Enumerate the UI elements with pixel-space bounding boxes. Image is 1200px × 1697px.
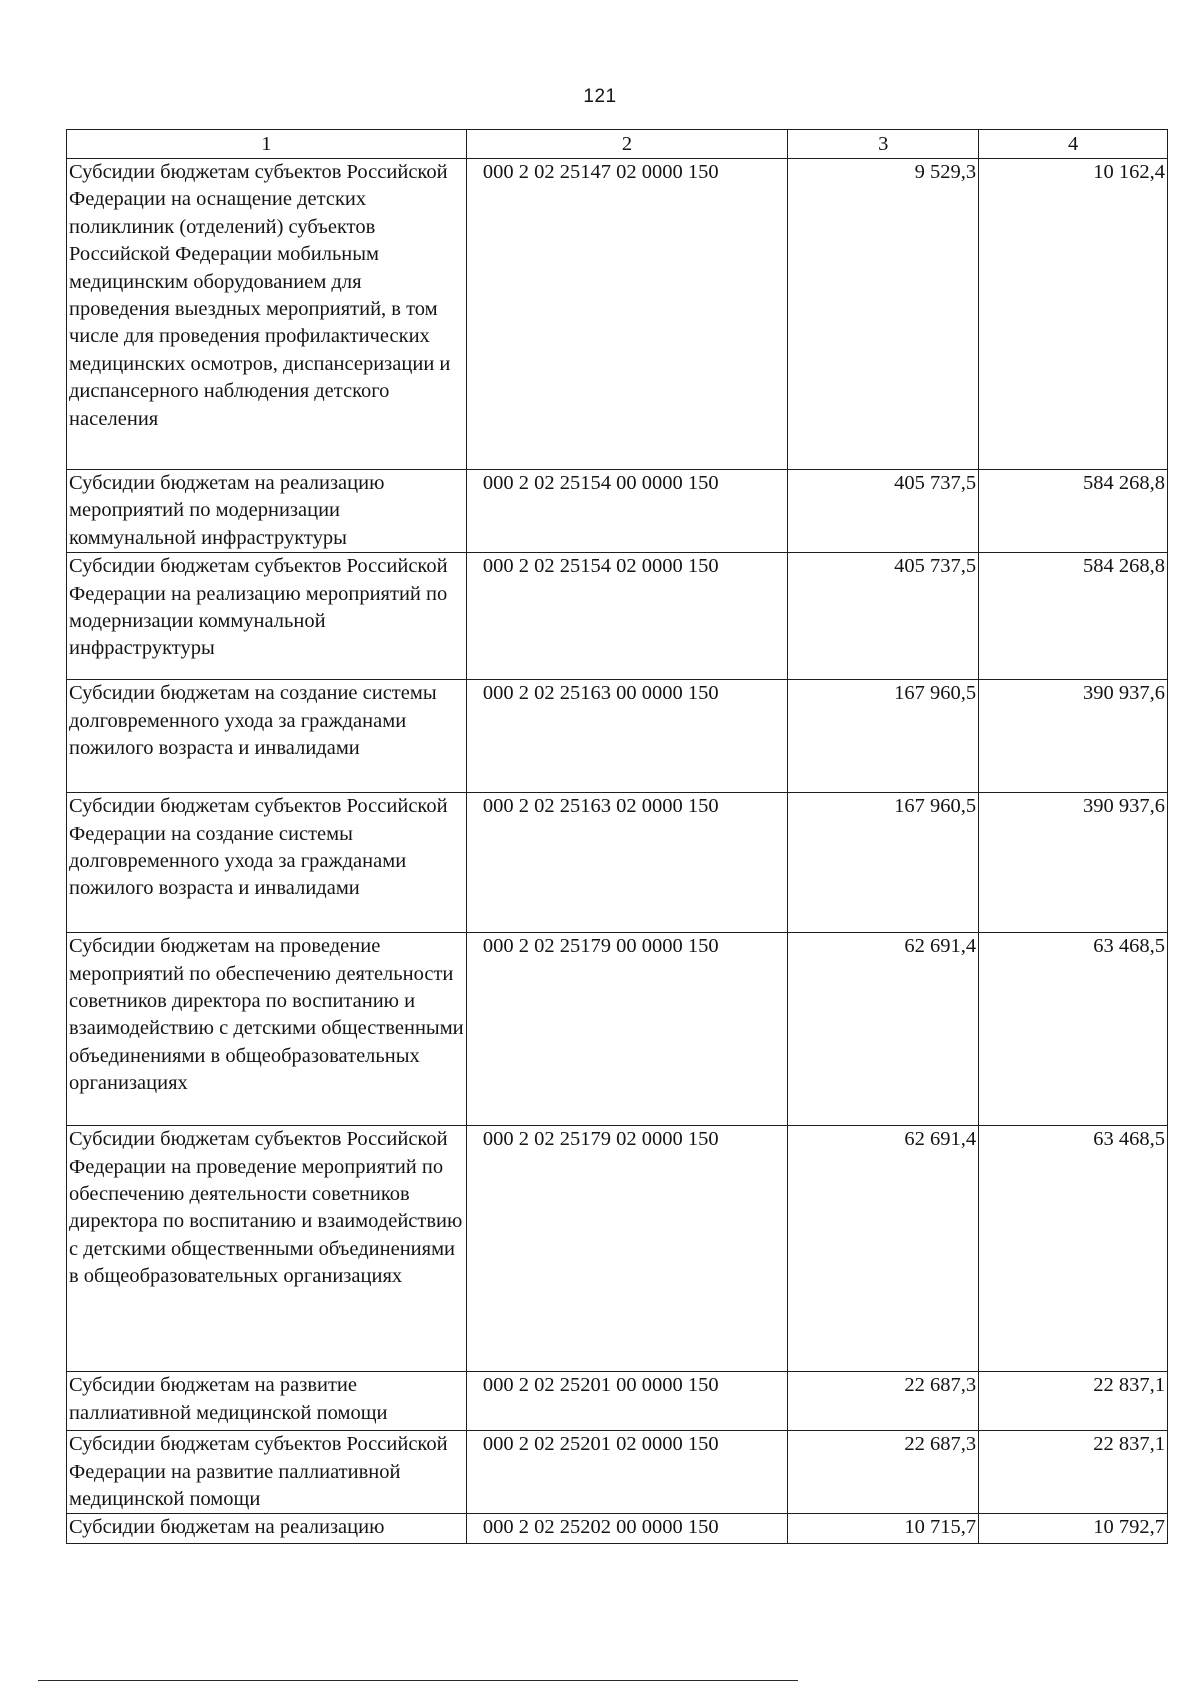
table-row (67, 1431, 1168, 1514)
row-name: Субсидии бюджетам на реализацию мероприятий по модернизации коммунальной инфраструктуры (67, 470, 467, 553)
row-name: Субсидии бюджетам на проведение мероприятий по обеспечению деятельности советников директора по воспитанию и взаимодействию с детскими общественными объединениями в общеобразовательных организациях (67, 933, 467, 1126)
row-name: Субсидии бюджетам на реализацию (67, 1514, 467, 1544)
row-name: Субсидии бюджетам субъектов Российской Федерации на создание системы долговременного ухода за гражданами пожилого возраста и инвалидами (67, 793, 467, 933)
row-code: 000 2 02 25163 02 0000 150 (466, 793, 787, 933)
row-value-3: 9 529,3 (788, 159, 979, 470)
row-value-4: 10 162,4 (979, 159, 1168, 470)
row-code: 000 2 02 25154 00 0000 150 (466, 470, 787, 553)
table-row (67, 793, 1168, 933)
header-col-3: 3 (788, 130, 979, 159)
row-name: Субсидии бюджетам на развитие паллиативной медицинской помощи (67, 1372, 467, 1431)
table-row (67, 553, 1168, 680)
row-value-3: 62 691,4 (788, 933, 979, 1126)
table-row (67, 1372, 1168, 1431)
header-col-4: 4 (979, 130, 1168, 159)
row-value-3: 405 737,5 (788, 553, 979, 680)
page-number: 121 (583, 86, 617, 107)
row-name: Субсидии бюджетам субъектов Российской Федерации на развитие паллиативной медицинской помощи (67, 1431, 467, 1514)
row-code: 000 2 02 25201 02 0000 150 (466, 1431, 787, 1514)
footer-rule (38, 1680, 798, 1681)
row-code: 000 2 02 25201 00 0000 150 (466, 1372, 787, 1431)
row-value-4: 10 792,7 (979, 1514, 1168, 1544)
table-header (67, 130, 1168, 159)
row-value-3: 167 960,5 (788, 793, 979, 933)
table-row (67, 933, 1168, 1126)
row-code: 000 2 02 25179 00 0000 150 (466, 933, 787, 1126)
row-value-4: 390 937,6 (979, 793, 1168, 933)
table-body (67, 159, 1168, 1544)
row-value-4: 584 268,8 (979, 553, 1168, 680)
header-col-2: 2 (466, 130, 787, 159)
row-value-3: 10 715,7 (788, 1514, 979, 1544)
row-code: 000 2 02 25202 00 0000 150 (466, 1514, 787, 1544)
table-row (67, 680, 1168, 793)
row-name: Субсидии бюджетам субъектов Российской Федерации на реализацию мероприятий по модернизации коммунальной инфраструктуры (67, 553, 467, 680)
header-col-1: 1 (67, 130, 467, 159)
row-code: 000 2 02 25163 00 0000 150 (466, 680, 787, 793)
row-code: 000 2 02 25147 02 0000 150 (466, 159, 787, 470)
header-row (67, 130, 1168, 159)
table-row (67, 159, 1168, 470)
row-value-3: 405 737,5 (788, 470, 979, 553)
row-value-3: 167 960,5 (788, 680, 979, 793)
row-name: Субсидии бюджетам субъектов Российской Федерации на проведение мероприятий по обеспечению деятельности советников директора по воспитанию и взаимодействию с детскими общественными объединениями в общеобразовательных организациях (67, 1126, 467, 1372)
row-value-4: 22 837,1 (979, 1431, 1168, 1514)
row-value-4: 63 468,5 (979, 933, 1168, 1126)
row-value-3: 22 687,3 (788, 1372, 979, 1431)
row-name: Субсидии бюджетам на создание системы долговременного ухода за гражданами пожилого возраста и инвалидами (67, 680, 467, 793)
row-value-3: 62 691,4 (788, 1126, 979, 1372)
table-row (67, 470, 1168, 553)
row-value-3: 22 687,3 (788, 1431, 979, 1514)
row-code: 000 2 02 25154 02 0000 150 (466, 553, 787, 680)
table-row (67, 1514, 1168, 1544)
table-row (67, 1126, 1168, 1372)
row-value-4: 584 268,8 (979, 470, 1168, 553)
budget-revenue-table (66, 129, 1168, 1544)
row-value-4: 22 837,1 (979, 1372, 1168, 1431)
row-value-4: 390 937,6 (979, 680, 1168, 793)
row-name: Субсидии бюджетам субъектов Российской Федерации на оснащение детских поликлиник (отделений) субъектов Российской Федерации мобильным медицинским оборудованием для проведения выездных мероприятий, в том числе для проведения профилактических медицинских осмотров, диспансеризации и диспансерного наблюдения детского населения (67, 159, 467, 470)
row-code: 000 2 02 25179 02 0000 150 (466, 1126, 787, 1372)
row-value-4: 63 468,5 (979, 1126, 1168, 1372)
